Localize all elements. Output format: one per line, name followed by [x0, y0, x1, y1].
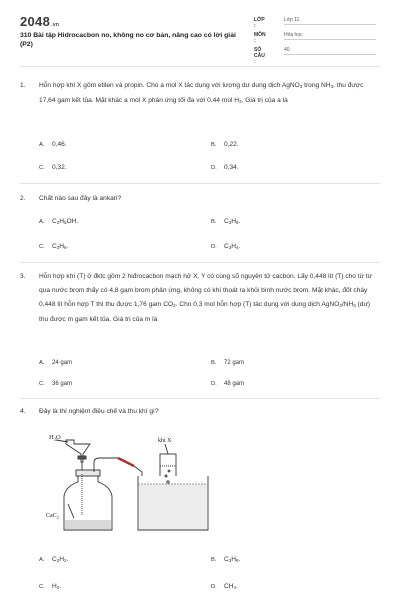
- q3-option-c[interactable]: C. 36 gam: [39, 381, 73, 387]
- gas-generation-apparatus: [38, 432, 218, 537]
- question-text: Đây là thí nghiệm điều chế và thu khí gì?: [39, 408, 159, 415]
- logo-main: 2048: [20, 14, 51, 29]
- q3-option-a[interactable]: A. 24 gam: [39, 360, 73, 366]
- q2-option-d[interactable]: D. $C_3H_4$.: [211, 243, 241, 250]
- question-text: Hỗn hợp khí (T) ở đktc gồm 2 hiđrocacbon mạch hở X, Y có cùng số nguyên tử cacbon. Lấy 0,448 lít (T) cho từ từ qua nước brom thấy có 4,8 gam brom phản ứng, không có khí thoát ra khỏi bình nước brom. Mặt khác, đốt cháy 0,448 lít hỗn hợp T thì thu được 1,76 gam $CO_2$. Cho 0,3 mol hỗn hợp (T) tác dụng với dung dịch $AgNO_3/NH_3$ (dư) thu được m gam kết tủa. Giá trị của m là: [39, 273, 373, 323]
- q4-option-b[interactable]: B. $C_3H_8$.: [211, 556, 241, 563]
- count-label: SỐ CÂU :: [254, 47, 265, 65]
- q3-option-b[interactable]: B. 72 gam: [211, 360, 245, 366]
- divider-2: [20, 262, 380, 263]
- header-divider: [20, 66, 380, 67]
- question-number: 4.: [20, 408, 26, 415]
- subject-value: Hóa học: [284, 32, 376, 40]
- q4-option-c[interactable]: C. $H_2$.: [39, 583, 62, 590]
- q1-option-d[interactable]: D. 0,34.: [211, 164, 239, 171]
- q3-option-d[interactable]: D. 48 gam: [211, 381, 245, 387]
- subject-label: MÔN :: [254, 32, 266, 44]
- figure-label-solid: CaC$_2$: [46, 513, 59, 520]
- divider-1: [20, 183, 380, 184]
- question-text: Chất nào sau đây là ankan?: [39, 195, 122, 202]
- figure-label-water: $H_2O$: [49, 434, 61, 442]
- question-number: 3.: [20, 273, 26, 280]
- grade-value: Lớp 11: [284, 17, 376, 25]
- site-logo[interactable]: [20, 14, 59, 29]
- q2-option-c[interactable]: C. $C_3H_6$.: [39, 243, 69, 250]
- q2-option-b[interactable]: B. $C_3H_8$.: [211, 218, 241, 225]
- figure-label-gas: khí X: [158, 438, 172, 444]
- q4-option-a[interactable]: A. $C_2H_2$.: [39, 556, 69, 563]
- grade-label: LỚP :: [254, 17, 265, 29]
- question-text: Hỗn hợp khí X gồm etilen và propin. Cho a mol X tác dụng với lượng dư dung dịch AgNO$_3$ trong $NH_3$, thu được 17,64 gam kết tủa. Mặt khác a mol X phản ứng tối đa với 0,44 mol $H_2$. Giá trị của a là: [39, 82, 364, 104]
- document-title: 310 Bài tập Hidrocacbon no, không no cơ bản, nâng cao có lời giải (P2): [20, 32, 236, 48]
- logo-domain: .vn: [51, 22, 60, 28]
- count-value: 40: [284, 47, 376, 55]
- apparatus-figure: [38, 432, 218, 542]
- q1-option-c[interactable]: C. 0,32.: [39, 164, 67, 171]
- q1-option-a[interactable]: A. 0,46.: [39, 141, 67, 148]
- divider-3: [20, 398, 380, 399]
- question-number: 1.: [20, 82, 26, 89]
- q1-option-b[interactable]: B. 0,22.: [211, 141, 239, 148]
- question-number: 2.: [20, 195, 26, 202]
- q2-option-a[interactable]: A. $C_2H_5OH$.: [39, 218, 79, 225]
- q4-option-d[interactable]: D. $CH_4$.: [211, 583, 238, 590]
